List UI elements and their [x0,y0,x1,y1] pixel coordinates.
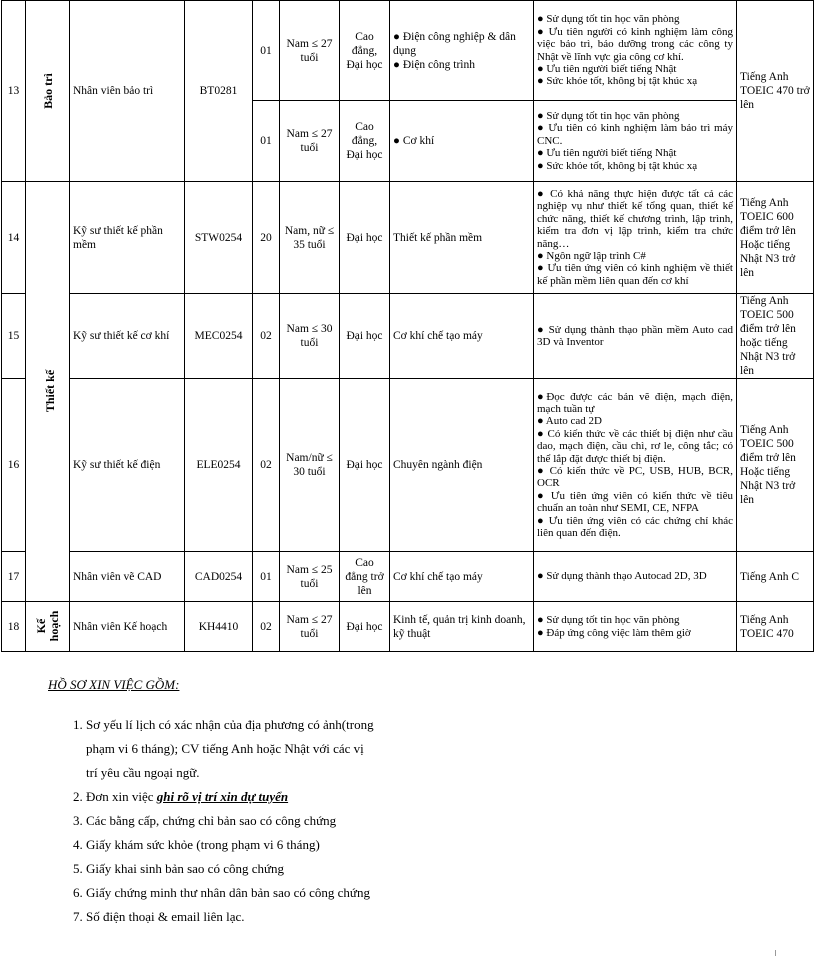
language-cell: Tiếng Anh TOEIC 500 điểm trở lên hoặc tiếng Nhật N3 trở lên [737,294,814,379]
requirement-item: ● Ngôn ngữ lập trình C# [537,249,646,262]
gender-age-cell: Nam ≤ 27 tuổi [280,1,340,101]
requirements-cell [534,379,737,552]
major-cell: Kinh tế, quản trị kinh doanh, kỹ thuật [390,602,534,652]
gender-age-cell: Nam ≤ 27 tuổi [280,602,340,652]
table-row [2,602,814,652]
language-cell: Tiếng Anh TOEIC 470 trở lên [737,1,814,182]
document-item: 5. Giấy khai sinh bản sao có công chứng [86,857,788,881]
requirements-cell [534,182,737,294]
application-documents-section [48,677,788,929]
job-table [1,0,814,652]
requirement-item: ● Sử dụng tốt tin học văn phòng [537,13,680,26]
major-cell: ● Cơ khí [390,101,534,182]
table-row [2,294,814,379]
code-cell: CAD0254 [185,552,253,602]
quantity-cell: 02 [253,294,280,379]
gender-age-cell: Nam/nữ ≤ 30 tuổi [280,379,340,552]
requirement-item: ● Đáp ứng công việc làm thêm giờ [537,626,691,639]
row-number: 17 [2,552,26,602]
requirements-cell [534,1,737,101]
page-edge-mark [775,950,776,956]
education-cell: Cao đẳng, Đại học [340,1,390,101]
document-item [86,785,788,809]
language-cell: Tiếng Anh TOEIC 470 [737,602,814,652]
major-cell: Cơ khí chế tạo máy [390,294,534,379]
position-cell: Nhân viên vẽ CAD [70,552,185,602]
requirement-item: ● Sử dụng thành thạo phần mềm Auto cad 3D và Inventor [537,323,733,348]
row-number: 18 [2,602,26,652]
major-cell: Chuyên ngành điện [390,379,534,552]
education-cell: Đại học [340,379,390,552]
row-number: 14 [2,182,26,294]
requirement-item: ● Ưu tiên ứng viên có kinh nghiệm về thiết kế phần mềm liên quan đến cơ khí [537,262,733,287]
row-number: 15 [2,294,26,379]
requirement-item: ● Ưu tiên người có kinh nghiệm làm công việc bảo trì, bảo dưỡng trong các công ty Nhật về lĩnh vực gia công cơ khí. [537,25,733,63]
requirement-item: ● Có khả năng thực hiện được tất cả các nghiệp vụ như thiết kế tổng quan, thiết kế chức năng, thiết kế chương trình, lập trình, kiểm tra đơn vị lập trình, kiểm tra chức năng… [537,187,733,250]
quantity-cell: 01 [253,552,280,602]
requirement-item: ● Auto cad 2D [537,415,602,428]
quantity-cell: 02 [253,379,280,552]
code-cell: STW0254 [185,182,253,294]
position-cell: Kỹ sư thiết kế phần mềm [70,182,185,294]
major-cell: Cơ khí chế tạo máy [390,552,534,602]
document-item-text: Đơn xin việc [86,789,157,804]
document-item-line: phạm vi 6 tháng); CV tiếng Anh hoặc Nhật với các vị [86,741,364,756]
row-number: 13 [2,1,26,182]
quantity-cell: 02 [253,602,280,652]
department-cell [26,182,70,602]
code-cell: ELE0254 [185,379,253,552]
documents-list [48,713,788,929]
language-cell: Tiếng Anh TOEIC 500 điểm trở lên Hoặc tiếng Nhật N3 trở lên [737,379,814,552]
requirements-cell [534,294,737,379]
document-item: 3. Các bằng cấp, chứng chỉ bản sao có công chứng [86,809,788,833]
document-item-line: trí yêu cầu ngoại ngữ. [86,765,200,780]
requirements-cell [534,602,737,652]
requirement-item: ● Ưu tiên người biết tiếng Nhật [537,147,677,160]
requirement-item: ● Sử dụng tốt tin học văn phòng [537,614,680,627]
requirement-item: ● Sử dụng tốt tin học văn phòng [537,109,680,122]
requirement-item: ● Ưu tiên ứng viên có kiến thức về tiêu chuẩn an toàn như SEMI, CE, NFPA [537,489,733,515]
requirement-item: ● Ưu tiên có kinh nghiệm làm bảo trì máy CNC. [537,122,733,147]
requirement-item: ● Ưu tiên người biết tiếng Nhật [537,62,677,75]
table-row [2,552,814,602]
education-cell: Cao đẳng, Đại học [340,101,390,182]
document-item-line: 1. Sơ yếu lí lịch có xác nhận của địa phương có ảnh(trong [86,717,374,732]
documents-title: HỒ SƠ XIN VIỆC GỒM: [48,677,180,692]
education-cell: Đại học [340,602,390,652]
document-item: 4. Giấy khám sức khỏe (trong phạm vi 6 tháng) [86,833,788,857]
requirement-item: ● Có kiến thức về PC, USB, HUB, BCR, OCR [537,465,733,490]
language-cell: Tiếng Anh C [737,552,814,602]
position-cell: Kỹ sư thiết kế cơ khí [70,294,185,379]
code-cell: KH4410 [185,602,253,652]
row-number: 16 [2,379,26,552]
department-label: Kế hoạch [33,610,61,642]
department-label: Thiết kế [43,369,58,413]
major-cell: Thiết kế phần mềm [390,182,534,294]
requirement-item: ● Sức khỏe tốt, không bị tật khúc xạ [537,75,698,88]
table-row [2,182,814,294]
document-item [86,713,788,785]
quantity-cell: 01 [253,1,280,101]
department-cell [26,1,70,182]
position-cell: Nhân viên bảo trì [70,1,185,182]
document-item: 6. Giấy chứng minh thư nhân dân bản sao có công chứng [86,881,788,905]
requirement-item: ● Sức khỏe tốt, không bị tật khúc xạ [537,159,698,172]
document-item-highlight: ghi rõ vị trí xin dự tuyển [156,789,289,804]
department-label: Bảo trì [40,72,55,109]
requirement-item: ● Sử dụng thành thạo Autocad 2D, 3D [537,570,707,583]
major-cell: ● Điện công nghiệp & dân dụng ● Điện công trình [390,1,534,101]
gender-age-cell: Nam ≤ 27 tuổi [280,101,340,182]
quantity-cell: 20 [253,182,280,294]
gender-age-cell: Nam, nữ ≤ 35 tuổi [280,182,340,294]
education-cell: Đại học [340,182,390,294]
department-cell [26,602,70,652]
code-cell: MEC0254 [185,294,253,379]
table-row [2,379,814,552]
document-item: 7. Số điện thoại & email liên lạc. [86,905,788,929]
position-cell: Kỹ sư thiết kế điện [70,379,185,552]
education-cell: Cao đẳng trở lên [340,552,390,602]
language-cell: Tiếng Anh TOEIC 600 điểm trở lên Hoặc tiếng Nhật N3 trở lên [737,182,814,294]
position-cell: Nhân viên Kế hoạch [70,602,185,652]
education-cell: Đại học [340,294,390,379]
table-row [2,1,814,101]
gender-age-cell: Nam ≤ 25 tuổi [280,552,340,602]
requirements-cell [534,101,737,182]
code-cell: BT0281 [185,1,253,182]
requirement-item: ● Có kiến thức về các thiết bị điện như cầu dao, mạch điện, cầu chì, rơ le, công tắc; có thể lắp đặt được thiết bị điện. [537,427,733,465]
requirement-item: ● Ưu tiên ứng viên có các chứng chỉ khác liên quan đến điện. [537,514,733,540]
quantity-cell: 01 [253,101,280,182]
gender-age-cell: Nam ≤ 30 tuổi [280,294,340,379]
requirements-cell [534,552,737,602]
requirement-item: ●Đọc được các bản vẽ điện, mạch điện, mạch tuần tự [537,390,733,415]
